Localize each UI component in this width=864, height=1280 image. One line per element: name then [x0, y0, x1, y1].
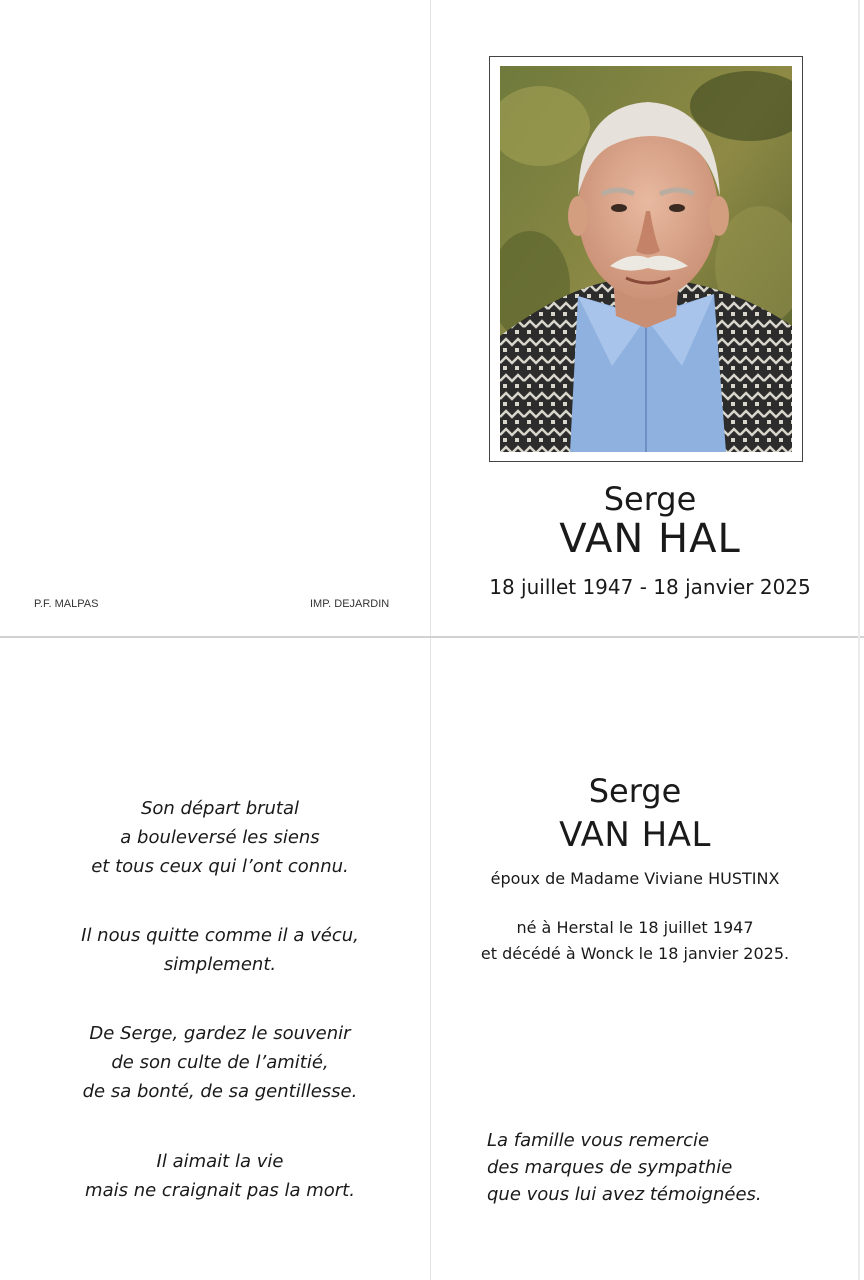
- poem-line: de sa bonté, de sa gentillesse.: [82, 1081, 358, 1102]
- poem-stanza-2: [30, 921, 410, 979]
- poem-stanza-4: [30, 1147, 410, 1205]
- poem-line: simplement.: [163, 954, 277, 975]
- poem-line: et tous ceux qui l’ont connu.: [91, 856, 349, 877]
- poem-line: Il nous quitte comme il a vécu,: [81, 925, 359, 946]
- inside-first-name: Serge: [588, 772, 682, 810]
- poem-line: Il aimait la vie: [156, 1151, 284, 1172]
- card-right-edge: [858, 0, 860, 1280]
- funeral-home-label: P.F. MALPAS: [34, 598, 99, 610]
- poem-stanza-1: [30, 794, 410, 881]
- horizontal-cut-line: [0, 636, 864, 638]
- vertical-fold-line: [430, 0, 431, 1280]
- front-dates: 18 juillet 1947 - 18 janvier 2025: [489, 575, 811, 599]
- thanks-message: [487, 1127, 817, 1208]
- thanks-line: des marques de sympathie: [487, 1157, 733, 1178]
- poem-line: Son départ brutal: [140, 798, 300, 819]
- thanks-line: que vous lui avez témoignées.: [487, 1184, 762, 1205]
- poem-stanza-3: [30, 1019, 410, 1106]
- poem-line: de son culte de l’amitié,: [111, 1052, 329, 1073]
- poem-line: De Serge, gardez le souvenir: [89, 1023, 351, 1044]
- poem-line: mais ne craignait pas la mort.: [85, 1180, 355, 1201]
- spouse-line: époux de Madame Viviane HUSTINX: [490, 869, 780, 888]
- printer-label: IMP. DEJARDIN: [310, 598, 390, 610]
- front-first-name: Serge: [603, 480, 697, 518]
- death-line: et décédé à Wonck le 18 janvier 2025.: [480, 944, 790, 963]
- front-last-name: VAN HAL: [559, 516, 741, 562]
- portrait-photo: [500, 66, 792, 452]
- thanks-line: La famille vous remercie: [487, 1130, 710, 1151]
- portrait-frame: [489, 56, 803, 462]
- birth-line: né à Herstal le 18 juillet 1947: [516, 918, 754, 937]
- inside-last-name: VAN HAL: [559, 815, 711, 855]
- poem-line: a bouleversé les siens: [120, 827, 320, 848]
